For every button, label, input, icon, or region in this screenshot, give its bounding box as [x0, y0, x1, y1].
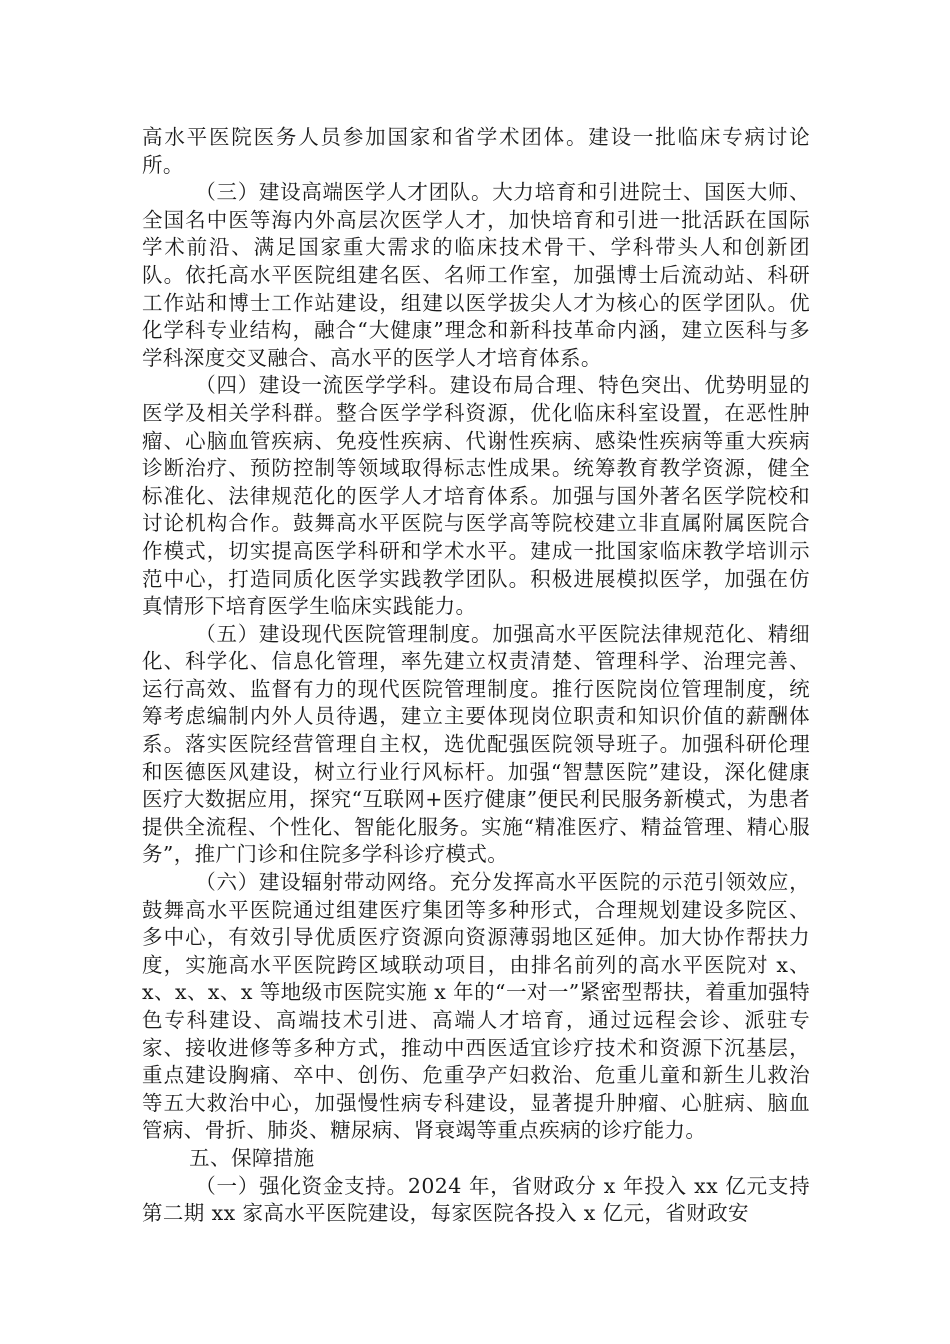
paragraph-funding-support: （一）强化资金支持。2024 年，省财政分 x 年投入 xx 亿元支持第二期 xx 家高水平医院建设，每家医院各投入 x 亿元，省财政安 [142, 1173, 810, 1226]
paragraph-continuation: 高水平医院医务人员参加国家和省学术团体。建设一批临床专病讨论所。 [142, 125, 810, 177]
section-heading-safeguards: 五、保障措施 [189, 1145, 315, 1170]
paragraph-hospital-management: （五）建设现代医院管理制度。加强高水平医院法律规范化、精细化、科学化、信息化管理，率先建立权责清楚、管理科学、治理完善、运行高效、监督有力的现代医院管理制度。推行医院岗位管理制度，统筹考虑编制内外人员待遇，建立主要体现岗位职责和知识价值的薪酬体系。落实医院经营管理自主权，选优配强医院领导班子。加强科研伦理和医德医风建设，树立行业行风标杆。加强“智慧医院”建设，深化健康医疗大数据应用，探究“互联网+医疗健康”便民利民服务新模式，为患者提供全流程、个性化、智能化服务。实施“精准医疗、精益管理、精心服务”，推广门诊和住院多学科诊疗模式。 [142, 621, 810, 867]
paragraph-medical-discipline: （四）建设一流医学学科。建设布局合理、特色突出、优势明显的医学及相关学科群。整合医学学科资源，优化临床科室设置，在恶性肿瘤、心脑血管疾病、免疫性疾病、代谢性疾病、感染性疾病等重大疾病诊断治疗、预防控制等领域取得标志性成果。统筹教育教学资源，健全标准化、法律规范化的医学人才培育体系。加强与国外著名医学院校和讨论机构合作。鼓舞高水平医院与医学高等院校建立非直属附属医院合作模式，切实提高医学科研和学术水平。建成一批国家临床教学培训示范中心，打造同质化医学实践教学团队。积极进展模拟医学，加强在仿真情形下培育医学生临床实践能力。 [142, 373, 810, 619]
paragraph-radiation-network: （六）建设辐射带动网络。充分发挥高水平医院的示范引领效应，鼓舞高水平医院通过组建医疗集团等多种形式，合理规划建设多院区、多中心，有效引导优质医疗资源向资源薄弱地区延伸。加大协作帮扶力度，实施高水平医院跨区域联动项目，由排名前列的高水平医院对 x、x、x、x、x 等地级市医院实施 x 年的“一对一”紧密型帮扶，着重加强特色专科建设、高端技术引进、高端人才培育，通过远程会诊、派驻专家、接收进修等多种方式，推动中西医适宜诊疗技术和资源下沉基层，重点建设胸痛、卒中、创伤、危重孕产妇救治、危重儿童和新生儿救治等五大救治中心，加强慢性病专科建设，显著提升肿瘤、心脏病、脑血管病、骨折、肺炎、糖尿病、肾衰竭等重点疾病的诊疗能力。 [142, 870, 810, 1143]
document-body [142, 124, 810, 1228]
paragraph-talent-team: （三）建设高端医学人才团队。大力培育和引进院士、国医大师、全国名中医等海内外高层次医学人才，加快培育和引进一批活跃在国际学术前沿、满足国家重大需求的临床技术骨干、学科带头人和创新团队。依托高水平医院组建名医、名师工作室，加强博士后流动站、科研工作站和博士工作站建设，组建以医学拔尖人才为核心的医学团队。优化学科专业结构，融合“大健康”理念和新科技革命内涵，建立医科与多学科深度交叉融合、高水平的医学人才培育体系。 [142, 180, 810, 370]
